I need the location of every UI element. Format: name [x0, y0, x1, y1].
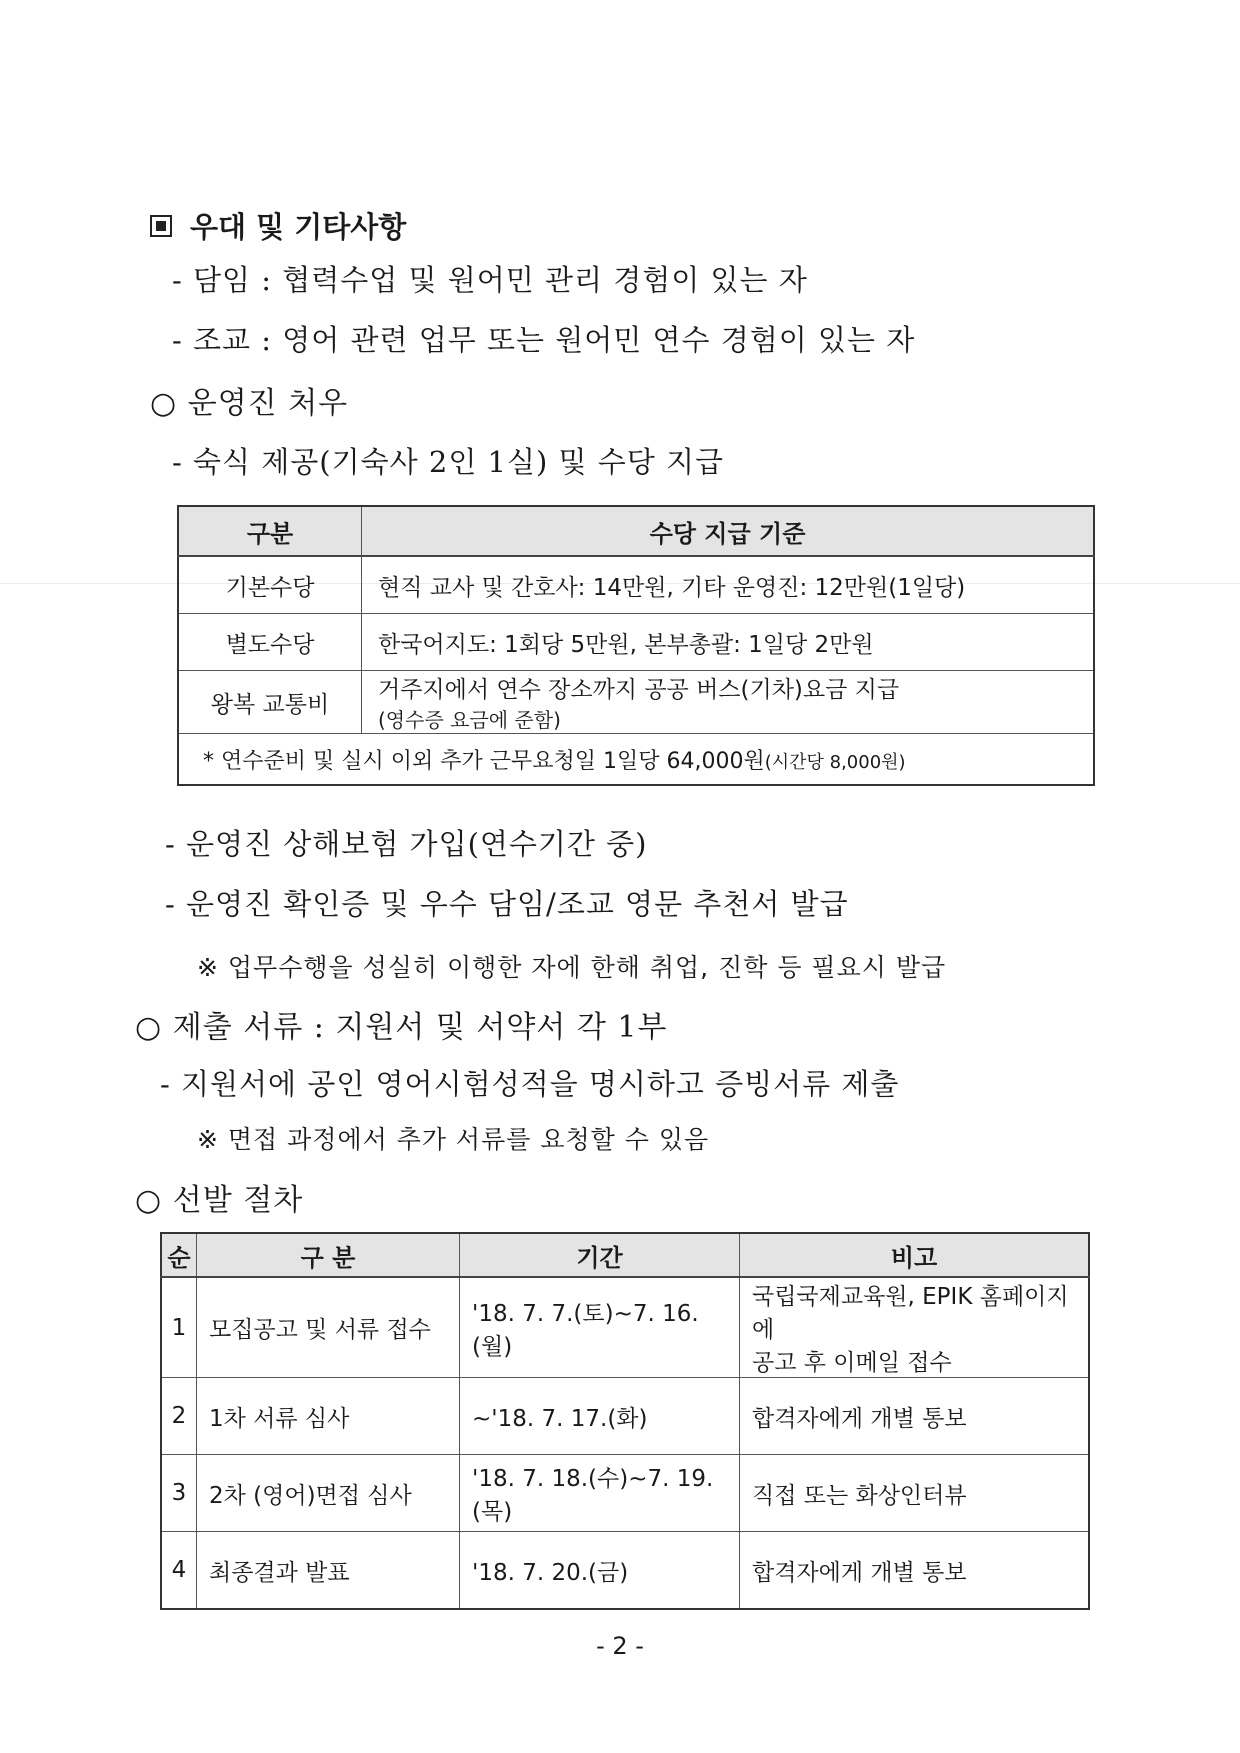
table-row — [161, 1277, 1089, 1378]
filled-square-icon — [150, 215, 172, 237]
header-period: 기간 — [460, 1233, 740, 1277]
row-num: 3 — [161, 1455, 197, 1532]
header-category: 구분 — [178, 506, 362, 556]
row-note: 직접 또는 화상인터뷰 — [740, 1455, 1090, 1532]
staff-item-lodging: - 숙식 제공(기숙사 2인 1실) 및 수당 지급 — [172, 445, 725, 479]
header-num: 순 — [161, 1233, 197, 1277]
row-note-cell — [740, 1277, 1090, 1378]
row-num: 2 — [161, 1378, 197, 1455]
staff-heading: ○ 운영진 처우 — [150, 386, 349, 421]
header-note: 비고 — [740, 1233, 1090, 1277]
row-category: 별도수당 — [178, 614, 362, 671]
footnote: * 연수준비 및 실시 이외 추가 근무요청일 1일당 64,000원 — [203, 748, 765, 774]
header-step: 구 분 — [197, 1233, 460, 1277]
preference-homeroom: - 담임 : 협력수업 및 원어민 관리 경험이 있는 자 — [172, 263, 808, 297]
row-step: 1차 서류 심사 — [197, 1378, 460, 1455]
row-step: 최종결과 발표 — [197, 1532, 460, 1610]
row-num: 4 — [161, 1532, 197, 1610]
selection-heading: ○ 선발 절차 — [135, 1183, 304, 1218]
footnote-small: (시간당 8,000원) — [764, 751, 906, 773]
table-row — [161, 1455, 1089, 1532]
staff-note: ※ 업무수행을 성실히 이행한 자에 한해 취업, 진학 등 필요시 발급 — [197, 953, 947, 982]
documents-note: ※ 면접 과정에서 추가 서류를 요청할 수 있음 — [197, 1125, 710, 1154]
staff-item-certificate: - 운영진 확인증 및 우수 담임/조교 영문 추천서 발급 — [165, 887, 849, 921]
table-footnote-row — [178, 734, 1094, 786]
documents-item: - 지원서에 공인 영어시험성적을 명시하고 증빙서류 제출 — [160, 1067, 900, 1101]
selection-table — [160, 1232, 1090, 1610]
table-row — [178, 671, 1094, 734]
row-period: '18. 7. 7.(토)~7. 16.(월) — [460, 1277, 740, 1378]
row-detail: 한국어지도: 1회당 5만원, 본부총괄: 1일당 2만원 — [362, 614, 1095, 671]
section-heading — [150, 205, 406, 246]
row-period: ~'18. 7. 17.(화) — [460, 1378, 740, 1455]
table-row — [178, 556, 1094, 614]
table-row — [178, 614, 1094, 671]
table-header-row — [161, 1233, 1089, 1277]
row-note: 국립국제교육원, EPIK 홈페이지에 — [752, 1284, 1069, 1343]
row-note-2: 공고 후 이메일 접수 — [752, 1350, 952, 1376]
row-note: 합격자에게 개별 통보 — [740, 1378, 1090, 1455]
allowance-table — [177, 505, 1095, 786]
row-detail: 현직 교사 및 간호사: 14만원, 기타 운영진: 12만원(1일당) — [362, 556, 1095, 614]
documents-heading: ○ 제출 서류 : 지원서 및 서약서 각 1부 — [135, 1010, 668, 1045]
row-category: 왕복 교통비 — [178, 671, 362, 734]
row-step: 모집공고 및 서류 접수 — [197, 1277, 460, 1378]
row-detail-sub: (영수증 요금에 준함) — [378, 708, 561, 732]
staff-item-insurance: - 운영진 상해보험 가입(연수기간 중) — [165, 827, 648, 861]
row-num: 1 — [161, 1277, 197, 1378]
section-title: 우대 및 기타사항 — [190, 210, 407, 244]
table-row — [161, 1532, 1089, 1610]
table-row — [161, 1378, 1089, 1455]
row-period: '18. 7. 20.(금) — [460, 1532, 740, 1610]
page-number: - 2 - — [596, 1632, 644, 1660]
row-period: '18. 7. 18.(수)~7. 19.(목) — [460, 1455, 740, 1532]
header-criteria: 수당 지급 기준 — [362, 506, 1095, 556]
row-step: 2차 (영어)면접 심사 — [197, 1455, 460, 1532]
row-category: 기본수당 — [178, 556, 362, 614]
row-detail: 거주지에서 연수 장소까지 공공 버스(기차)요금 지급 — [378, 677, 900, 703]
row-detail-cell — [362, 671, 1095, 734]
row-note: 합격자에게 개별 통보 — [740, 1532, 1090, 1610]
preference-assistant: - 조교 : 영어 관련 업무 또는 원어민 연수 경험이 있는 자 — [172, 323, 916, 357]
footnote-cell — [178, 734, 1094, 786]
table-header-row — [178, 506, 1094, 556]
